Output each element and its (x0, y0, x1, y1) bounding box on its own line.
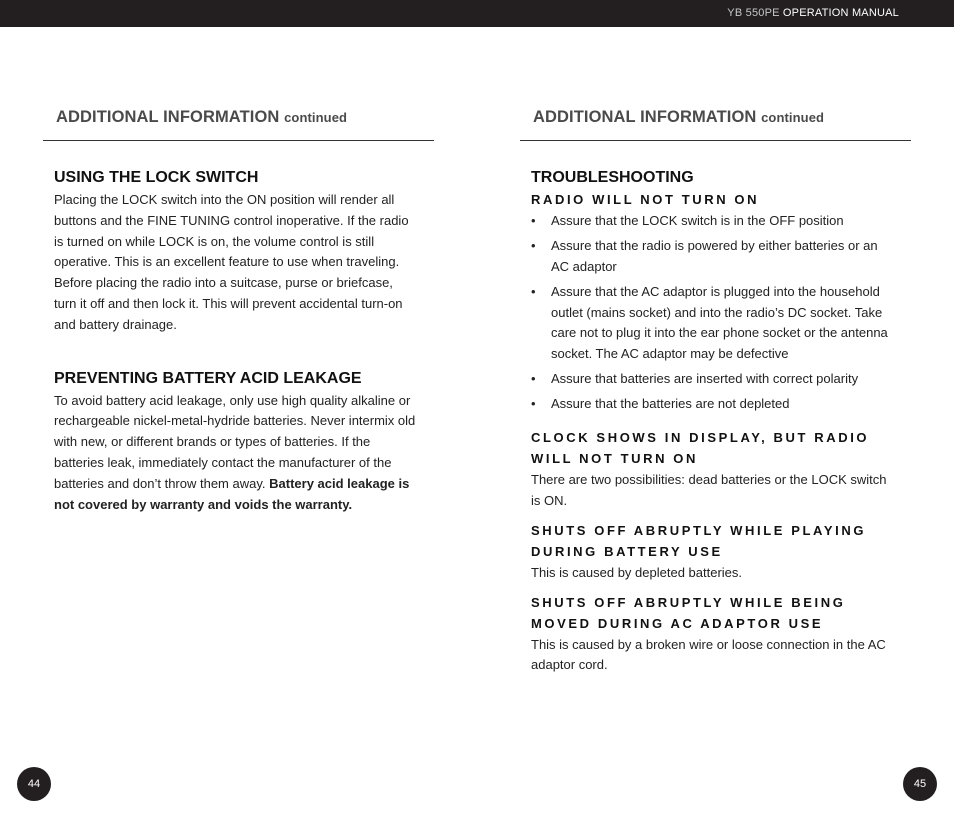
subheading-battery-use: SHUTS OFF ABRUPTLY WHILE PLAYING DURING BATTERY USE (531, 522, 867, 559)
header-bar (0, 0, 954, 27)
subheading-ac-adaptor: SHUTS OFF ABRUPTLY WHILE BEING MOVED DURING AC ADAPTOR USE (531, 594, 846, 631)
section-suffix: continued (761, 110, 825, 125)
list-item: • Assure that the LOCK switch is in the OFF position (531, 211, 891, 232)
checklist (531, 211, 891, 415)
right-content (531, 167, 891, 676)
bullet-icon: • (531, 396, 536, 412)
list-item: • Assure that the AC adaptor is plugged into the household outlet (mains socket) and into the radio’s DC socket. Take care not to plug it into the ear phone socket or the antenna socket. The AC adaptor may be defective (531, 283, 888, 362)
list-item: • Assure that batteries are inserted with correct polarity (531, 369, 891, 390)
bullet-icon: • (531, 283, 536, 299)
manual-label: OPERATION MANUAL (782, 7, 899, 19)
battery-leak-text: To avoid battery acid leakage, only use high quality alkaline or rechargeable nickel-metal-hydride batteries. Never intermix old with new, or different brands or types of batteries. If the batteries leak, immediately contact the manufacturer of the batteries and don’t throw them away. (54, 392, 416, 491)
divider (43, 140, 434, 141)
section-title: ADDITIONAL INFORMATION (533, 108, 757, 126)
battery-leak-body (54, 391, 416, 516)
list-item: • Assure that the radio is powered by either batteries or an AC adaptor (531, 237, 878, 274)
divider (520, 140, 911, 141)
bullet-icon: • (531, 213, 536, 228)
battery-leak-warning: Battery acid leakage is not covered by warranty and voids the warranty. (54, 475, 410, 512)
model-name: YB 550PE (727, 7, 780, 19)
running-header (727, 7, 899, 19)
lock-switch-body: Placing the LOCK switch into the ON position will render all buttons and the FINE TUNING control inoperative. If the radio is turned on while LOCK is on, the volume control is still operative. This is an excellent feature to use when traveling. Before placing the radio into a suitcase, purse or briefcase, turn it off and then lock it. This will prevent accidental turn-on and battery drainage. (54, 192, 409, 332)
battery-use-body: This is caused by depleted batteries. (531, 564, 743, 580)
subheading-radio-not-on: RADIO WILL NOT TURN ON (531, 192, 760, 207)
lock-switch-title: USING THE LOCK SWITCH (54, 169, 259, 186)
list-item: • Assure that the batteries are not depleted (531, 394, 891, 415)
page-number-right: 45 (903, 767, 937, 801)
section-heading-right (533, 108, 824, 127)
section-suffix: continued (284, 110, 348, 125)
troubleshooting-title: TROUBLESHOOTING (531, 169, 694, 186)
bullet-icon: • (531, 237, 536, 253)
bullet-icon: • (531, 371, 536, 387)
battery-leak-title: PREVENTING BATTERY ACID LEAKAGE (54, 369, 362, 387)
section-title: ADDITIONAL INFORMATION (56, 108, 280, 126)
left-content (54, 167, 416, 515)
page-number-left: 44 (17, 767, 51, 801)
section-heading-left (56, 108, 347, 127)
ac-adaptor-body: This is caused by a broken wire or loose connection in the AC adaptor cord. (531, 636, 886, 673)
clock-shows-body: There are two possibilities: dead batteries or the LOCK switch is ON. (531, 472, 887, 508)
subheading-clock-shows: CLOCK SHOWS IN DISPLAY, BUT RADIO WILL NOT TURN ON (531, 430, 870, 467)
